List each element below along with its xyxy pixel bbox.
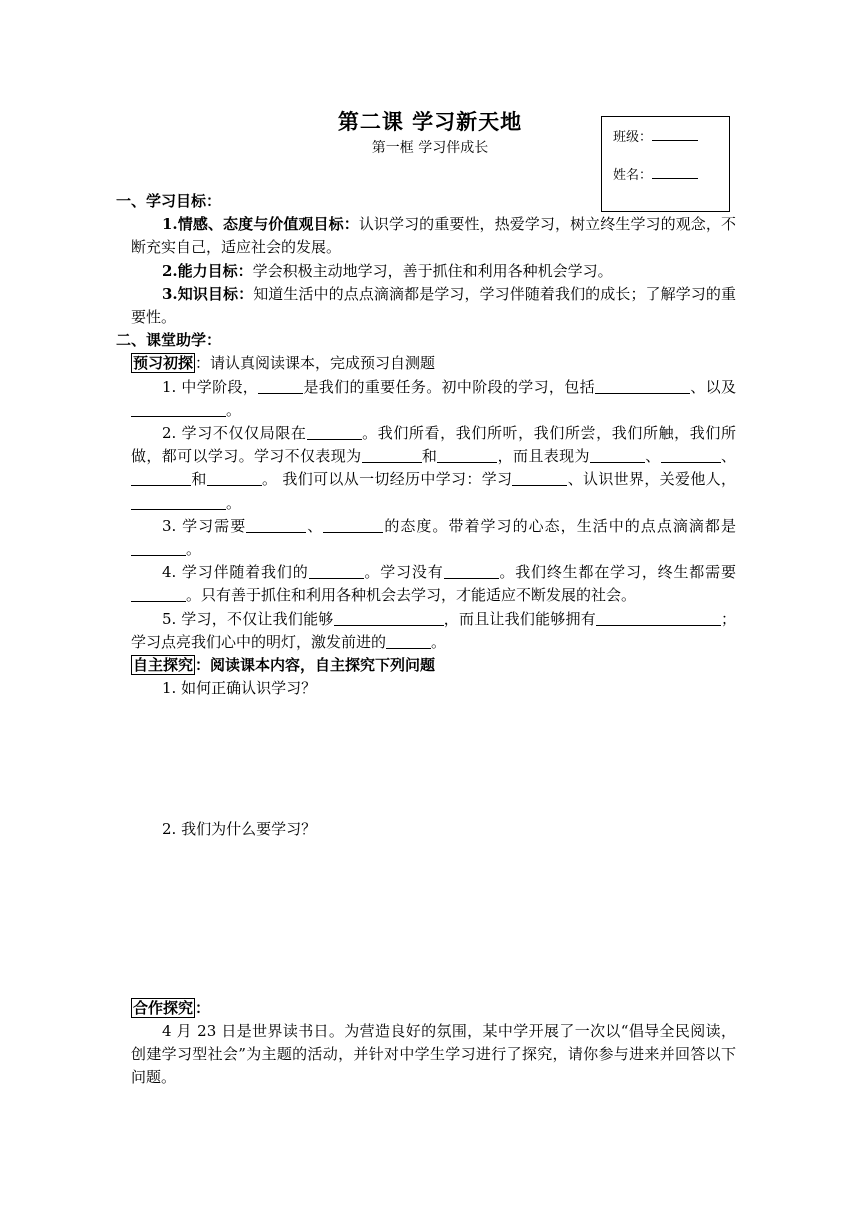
goal-2-text: 学会积极主动地学习，善于抓住和利用各种机会学习。 [252, 261, 613, 280]
q2-blank-2[interactable] [362, 447, 422, 463]
goal-3-text: 知道生活中的点点滴滴都是学习，学习伴随着我们的成长；了解学习的重要性。 [131, 284, 736, 327]
preview-question-1 [131, 376, 736, 422]
q4-blank-3[interactable] [131, 586, 186, 602]
q2-blank-7[interactable] [207, 470, 262, 486]
preview-question-5 [131, 608, 736, 654]
goal-1 [131, 213, 736, 259]
class-label: 班级： [613, 130, 653, 145]
explore-text: ：阅读课本内容，自主探究下列问题 [195, 656, 436, 675]
goal-1-text: 认识学习的重要性，热爱学习，树立终生学习的观念，不断充实自己，适应社会的发展。 [131, 215, 736, 257]
q5-text-d: 。 [431, 632, 447, 651]
q2-text-c: 和 [421, 447, 438, 466]
name-blank[interactable] [652, 166, 698, 179]
explore-tag: 自主探究 [133, 656, 194, 675]
goal-3-label: 3.知识目标： [162, 284, 254, 303]
q2-text-a: 2. 学习不仅仅局限在 [162, 424, 307, 443]
q3-text-b: 、 [306, 516, 324, 535]
q4-blank-1[interactable] [309, 563, 364, 579]
q1-text-d: 。 [226, 400, 242, 419]
name-row [613, 164, 698, 183]
answer-space-2[interactable] [131, 842, 736, 997]
q2-text-b: 。我们所看，我们所听，我们所尝，我们所触，我们所做，都可以学习。学习不仅表现为 [131, 424, 736, 466]
q3-blank-1[interactable] [246, 517, 306, 533]
q1-text-a: 1. 中学阶段， [162, 377, 259, 396]
preview-question-4 [131, 561, 736, 607]
q5-blank-2[interactable] [596, 610, 721, 626]
coop-tag: 合作探究 [133, 998, 194, 1017]
worksheet-content [116, 190, 736, 1089]
q4-text-d: 。只有善于抓住和利用各种机会去学习，才能适应不断发展的社会。 [186, 586, 637, 605]
coop-line [131, 997, 736, 1020]
q2-blank-5[interactable] [661, 447, 721, 463]
q1-text-c: 、以及 [689, 377, 736, 396]
q3-blank-3[interactable] [131, 540, 186, 556]
lesson-subtitle: 第一框 学习伴成长 [371, 140, 489, 156]
goals-heading: 一、学习目标： [116, 192, 222, 210]
q5-text-b: ，而且让我们能够拥有 [443, 609, 596, 628]
q5-blank-3[interactable] [386, 633, 431, 649]
answer-space-1[interactable] [131, 700, 736, 818]
q3-blank-2[interactable] [323, 517, 383, 533]
q1-text-b: 是我们的重要任务。初中阶段的学习，包括 [303, 377, 595, 396]
q1-blank-2[interactable] [595, 378, 690, 394]
q2-blank-3[interactable] [437, 447, 497, 463]
q1-blank-3[interactable] [131, 401, 226, 417]
q1-blank-1[interactable] [258, 378, 303, 394]
lesson-title: 第二课 学习新天地 [337, 109, 523, 134]
preview-question-3 [131, 515, 736, 561]
q2-text-f: 、 [720, 447, 736, 466]
coop-text: 4 月 23 日是世界读书日。为营造良好的氛围，某中学开展了一次以“倡导全民阅读，创建学习型社会”为主题的活动，并针对中学生学习进行了探究，请你参与进来并回答以下问题。 [131, 1021, 736, 1087]
q2-blank-6[interactable] [131, 470, 191, 486]
preview-question-2 [131, 422, 736, 515]
q4-text-b: 。学习没有 [363, 563, 444, 582]
classroom-heading: 二、课堂助学： [116, 331, 222, 350]
q5-blank-1[interactable] [334, 610, 444, 626]
q2-text-e: 、 [644, 447, 661, 466]
explore-line [131, 654, 736, 677]
q3-text-c: 的态度。带着学习的心态，生活中的点点滴滴都是 [383, 516, 736, 535]
q4-blank-2[interactable] [444, 563, 499, 579]
q2-blank-1[interactable] [307, 424, 362, 440]
q2-blank-8[interactable] [512, 470, 567, 486]
q5-text-c: ；学习点亮我们心中的明灯，激发前进的 [131, 609, 736, 651]
class-row [613, 126, 698, 145]
preview-text: ：请认真阅读课本，完成预习自测题 [195, 354, 436, 373]
q2-text-h: 。 我们可以从一切经历中学习：学习 [261, 470, 513, 489]
explore-question-2: 2. 我们为什么要学习？ [162, 820, 317, 839]
goal-2-label: 2.能力目标： [162, 261, 253, 280]
class-blank[interactable] [652, 128, 698, 141]
q4-text-c: 。我们终生都在学习，终生都需要 [498, 563, 736, 582]
q2-text-i: 、认识世界，关爱他人， [567, 470, 736, 489]
preview-tag: 预习初探 [133, 354, 194, 373]
q5-text-a: 5. 学习，不仅让我们能够 [162, 609, 334, 628]
goal-2 [131, 260, 736, 283]
coop-colon: ： [195, 998, 211, 1017]
q2-blank-9[interactable] [131, 494, 226, 510]
q2-text-g: 和 [191, 470, 207, 489]
q3-text-a: 3. 学习需要 [162, 516, 247, 535]
q2-text-d: ，而且表现为 [497, 447, 590, 466]
q2-text-j: 。 [226, 493, 242, 512]
goal-3 [131, 283, 736, 329]
q2-blank-4[interactable] [590, 447, 645, 463]
explore-question-1: 1. 如何正确认识学习？ [162, 679, 317, 698]
goal-1-label: 1.情感、态度与价值观目标： [162, 215, 359, 234]
preview-line [131, 352, 736, 375]
q3-text-d: 。 [186, 540, 202, 559]
q4-text-a: 4. 学习伴随着我们的 [162, 563, 309, 582]
name-label: 姓名： [613, 168, 653, 183]
